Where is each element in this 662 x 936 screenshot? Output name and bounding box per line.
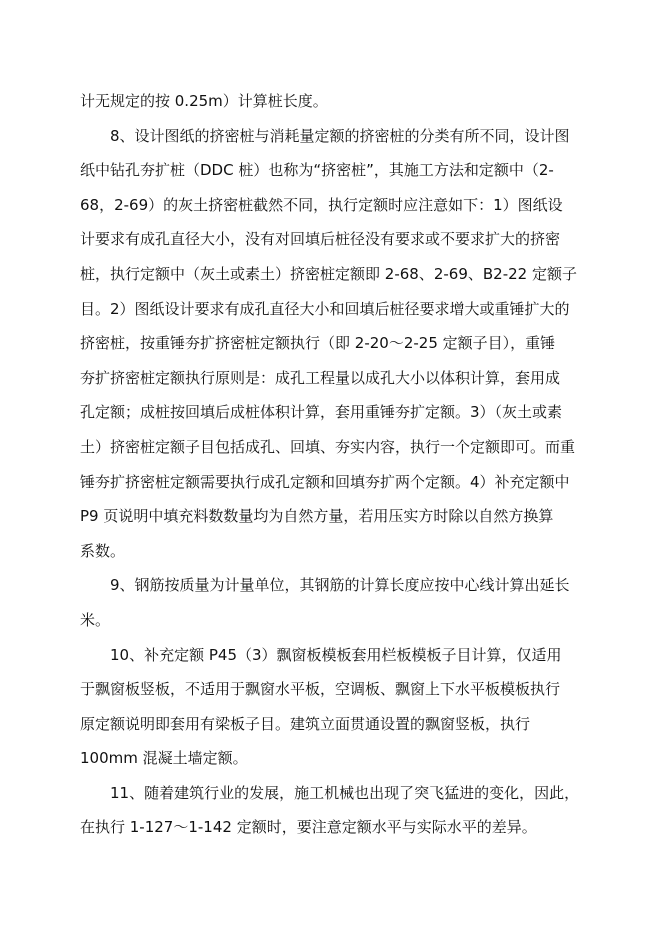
- text-line: 土）挤密桩定额子目包括成孔、回填、夯实内容，执行一个定额即可。而重: [80, 437, 576, 456]
- text-line: 孔定额；成桩按回填后成桩体积计算，套用重锤夯扩定额。3）（灰土或素: [80, 403, 563, 422]
- paragraph-9-start: 9、钢筋按质量为计量单位，其钢筋的计算长度应按中心线计算出延长: [110, 576, 570, 595]
- text-line: P9 页说明中填充料数数量均为自然方量，若用压实方时除以自然方换算: [80, 507, 554, 526]
- text-line: 夯扩挤密桩定额执行原则是：成孔工程量以成孔大小以体积计算，套用成: [80, 368, 561, 387]
- text-line: 系数。: [80, 541, 126, 560]
- document-page: [80, 84, 598, 845]
- text-line: 纸中钻孔夯扩桩（DDC 桩）也称为“挤密桩”，其施工方法和定额中（2-: [80, 161, 554, 180]
- text-line: 在执行 1-127～1-142 定额时，要注意定额水平与实际水平的差异。: [80, 818, 537, 837]
- text-line: 计要求有成孔直径大小，没有对回填后桩径没有要求或不要求扩大的挤密: [80, 230, 561, 249]
- paragraph-8-start: 8、设计图纸的挤密桩与消耗量定额的挤密桩的分类有所不同，设计图: [110, 126, 570, 145]
- text-line: 于飘窗板竖板，不适用于飘窗水平板，空调板、飘窗上下水平板模板执行: [80, 680, 561, 699]
- text-line: 计无规定的按 0.25m）计算桩长度。: [80, 92, 328, 110]
- text-line: 米。: [80, 610, 111, 629]
- paragraph-10-start: 10、补充定额 P45（3）飘窗板模板套用栏板模板子目计算，仅适用: [110, 645, 562, 664]
- text-line: 桩，执行定额中（灰土或素土）挤密桩定额即 2-68、2-69、B2-22 定额子: [80, 264, 577, 283]
- text-line: 原定额说明即套用有梁板子目。建筑立面贯通设置的飘窗竖板，执行: [80, 714, 531, 733]
- text-line: 100mm 混凝土墙定额。: [80, 749, 248, 768]
- text-line: 目。2）图纸设计要求有成孔直径大小和回填后桩径要求增大或重锤扩大的: [80, 299, 570, 318]
- text-line: 锤夯扩挤密桩定额需要执行成孔定额和回填夯扩两个定额。4）补充定额中: [80, 472, 570, 491]
- text-line: 68，2-69）的灰土挤密桩截然不同，执行定额时应注意如下：1）图纸设: [80, 195, 563, 214]
- text-line: 挤密桩，按重锤夯扩挤密桩定额执行（即 2-20～2-25 定额子目），重锤: [80, 334, 556, 353]
- paragraph-11-start: 11、随着建筑行业的发展，施工机械也出现了突飞猛进的变化，因此，: [110, 783, 580, 802]
